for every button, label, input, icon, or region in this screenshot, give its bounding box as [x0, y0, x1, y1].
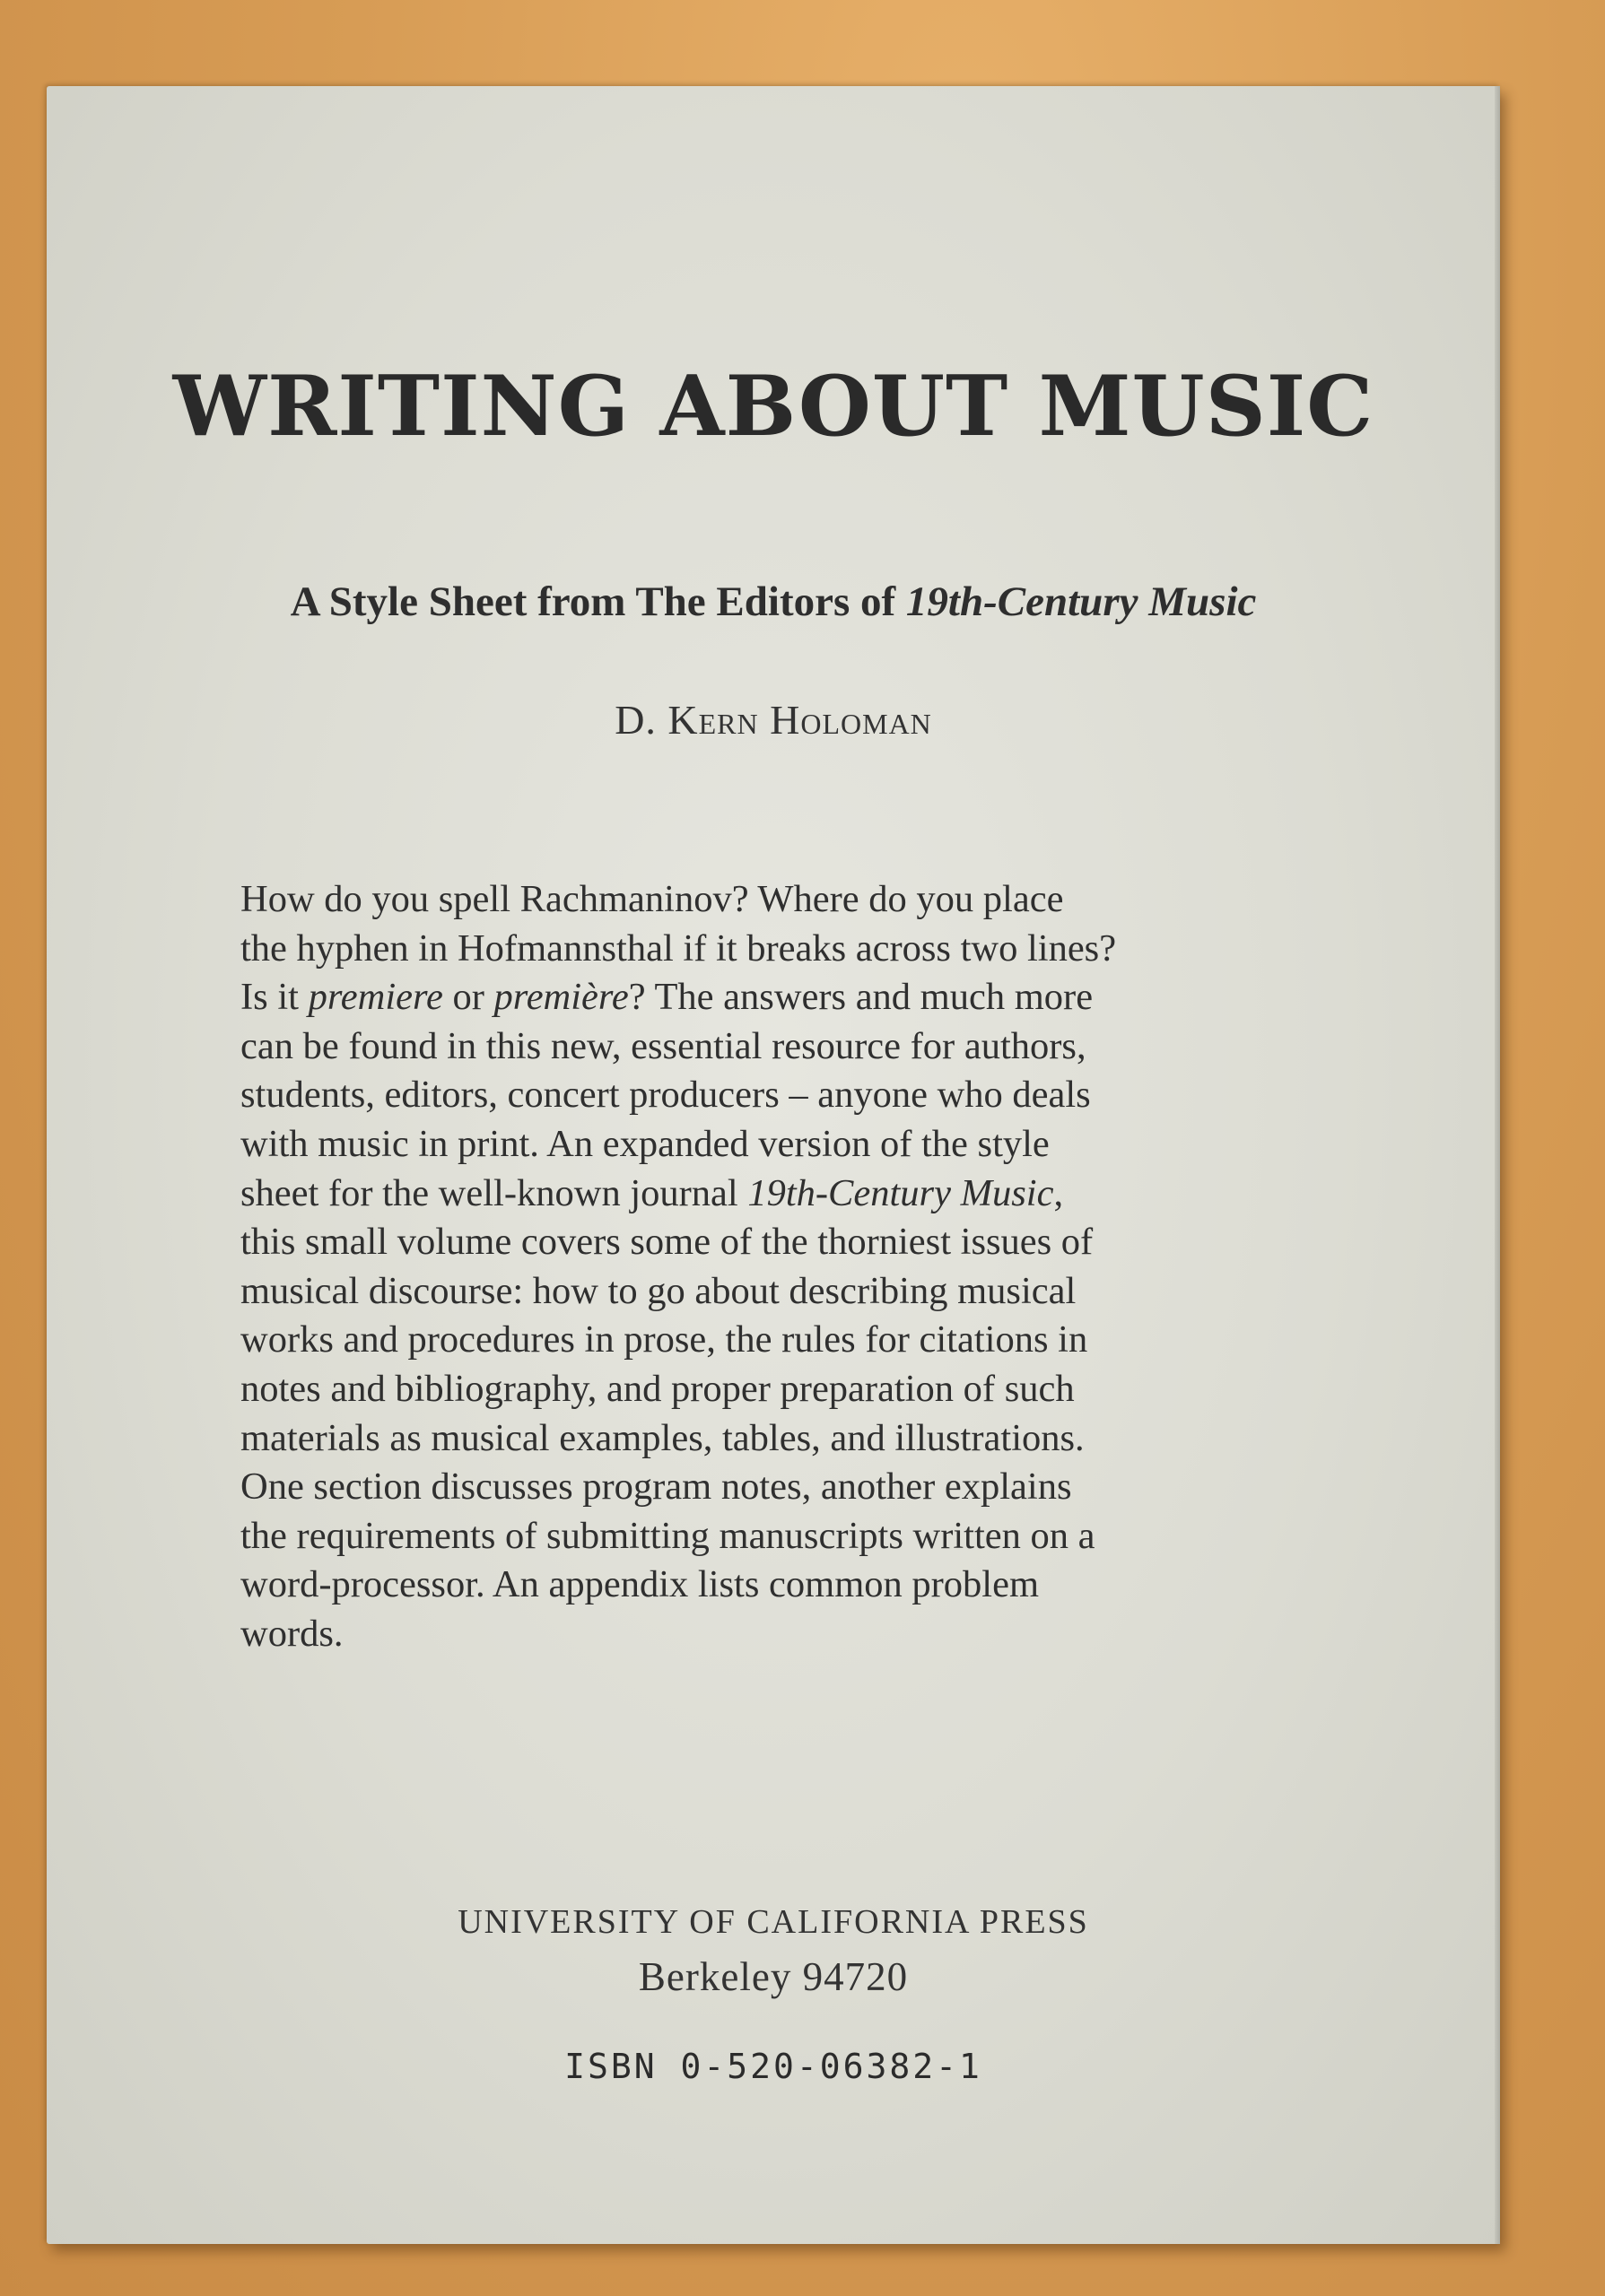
- book-author: D. Kern Holoman: [615, 697, 932, 743]
- blurb-line: [240, 1120, 1353, 1170]
- blurb-run: can be found in this new, essential resource for authors,: [240, 1024, 1086, 1067]
- blurb-line: [240, 1267, 1353, 1317]
- blurb-run: notes and bibliography, and proper preparation of such: [240, 1367, 1075, 1410]
- blurb-line: [240, 1414, 1353, 1464]
- blurb-run: the hyphen in Hofmannsthal if it breaks across two lines?: [240, 926, 1117, 970]
- blurb-italic-run: 19th-Century Music: [747, 1171, 1054, 1214]
- book-title: WRITING ABOUT MUSIC: [172, 357, 1374, 455]
- blurb-run: works and procedures in prose, the rules for citations in: [240, 1318, 1088, 1361]
- isbn: ISBN 0-520-06382-1: [564, 2047, 982, 2086]
- blurb-run: ? The answers and much more: [628, 976, 1094, 1019]
- subtitle-journal: 19th-Century Music: [905, 578, 1257, 625]
- blurb-run: Is it: [240, 976, 309, 1019]
- blurb-run: this small volume covers some of the thorniest issues of: [240, 1221, 1094, 1264]
- blurb-line: [240, 1316, 1353, 1365]
- blurb-line: [240, 875, 1353, 925]
- blurb-line: [240, 1218, 1353, 1267]
- blurb-line: [240, 1170, 1353, 1219]
- blurb-line: [240, 925, 1353, 974]
- blurb-run: One section discusses program notes, another explains: [240, 1465, 1072, 1509]
- blurb-line: [240, 1463, 1353, 1512]
- blurb-line: [240, 1610, 1353, 1659]
- publisher-city: Berkeley 94720: [638, 1954, 909, 1999]
- blurb-run: materials as musical examples, tables, and illustrations.: [240, 1416, 1085, 1459]
- blurb-text: [240, 875, 1353, 1659]
- blurb-run: with music in print. An expanded version of the style: [240, 1122, 1050, 1165]
- book-back-cover: [47, 86, 1500, 2244]
- subtitle-prefix: A Style Sheet from The Editors of: [290, 578, 906, 625]
- blurb-run: How do you spell Rachmaninov? Where do you place: [240, 878, 1064, 920]
- blurb-italic-run: première: [493, 976, 629, 1019]
- blurb-run: musical discourse: how to go about describing musical: [240, 1269, 1077, 1312]
- blurb-line: [240, 1512, 1353, 1561]
- blurb-line: [240, 1071, 1353, 1120]
- blurb-line: [240, 1365, 1353, 1414]
- blurb-run: word-processor. An appendix lists common problem: [240, 1563, 1040, 1606]
- blurb-run: ,: [1053, 1171, 1064, 1214]
- blurb-line: [240, 1561, 1353, 1610]
- blurb-run: words.: [240, 1612, 344, 1655]
- blurb-line: [240, 1022, 1353, 1072]
- blurb-run: sheet for the well-known journal: [240, 1171, 748, 1214]
- blurb-line: [240, 973, 1353, 1022]
- blurb-run: or: [442, 976, 494, 1019]
- book-subtitle: [47, 578, 1500, 626]
- blurb-italic-run: premiere: [308, 976, 443, 1019]
- blurb-run: the requirements of submitting manuscripts written on a: [240, 1514, 1095, 1557]
- blurb-run: students, editors, concert producers – anyone who deals: [240, 1074, 1091, 1117]
- publisher-name: UNIVERSITY OF CALIFORNIA PRESS: [458, 1903, 1089, 1941]
